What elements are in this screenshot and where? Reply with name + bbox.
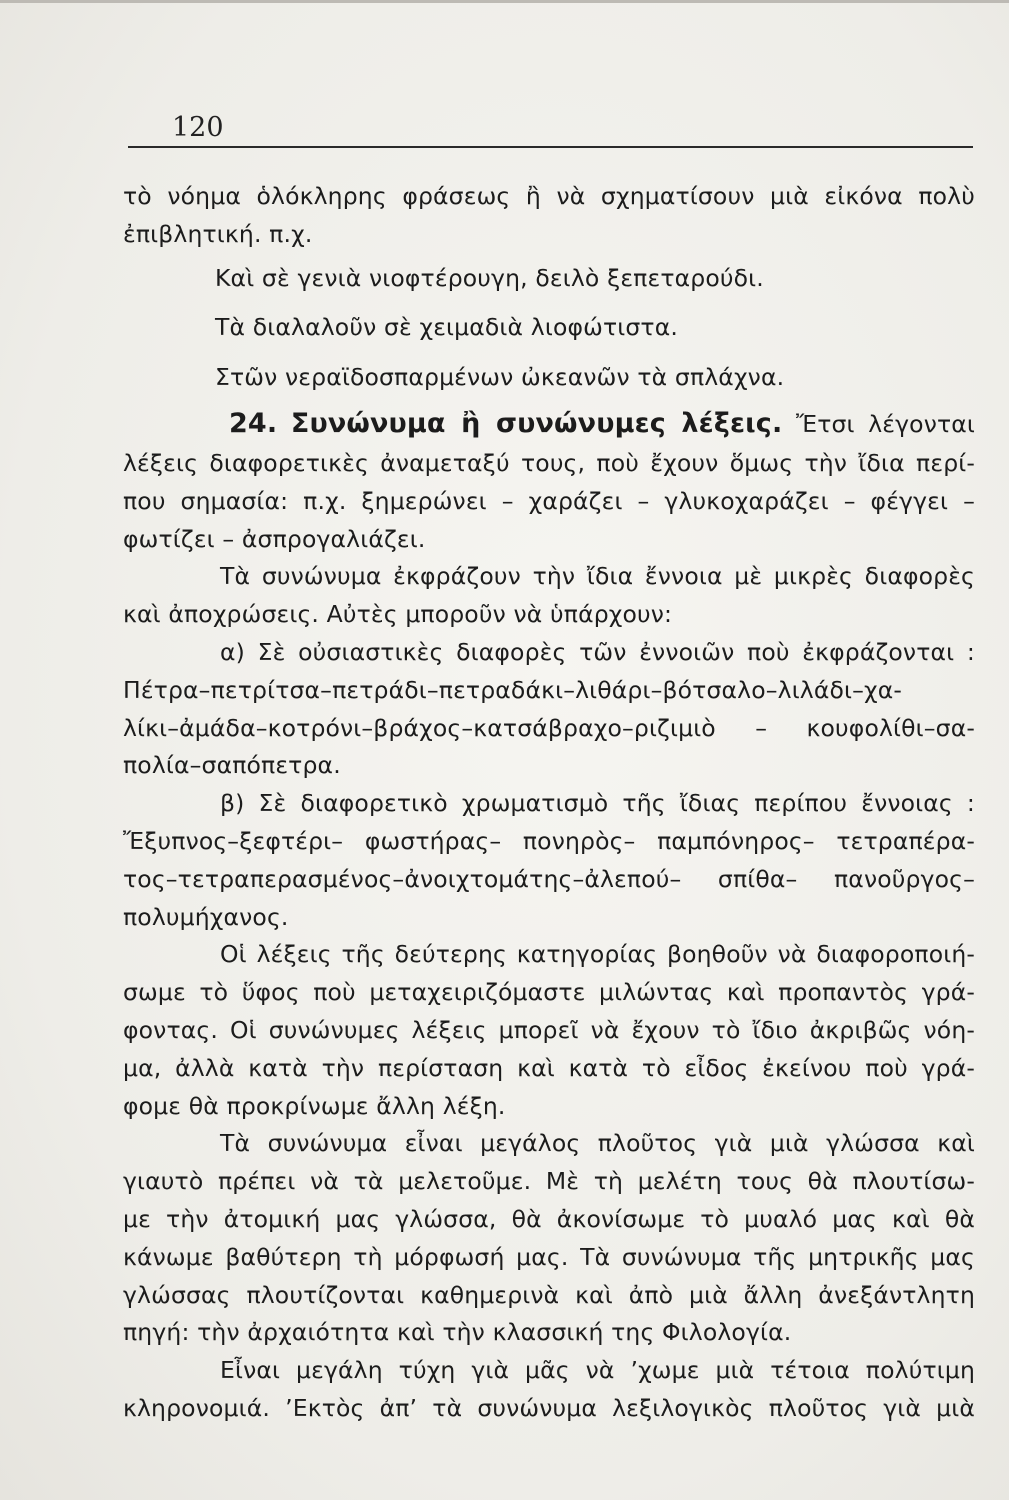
spacer [123,297,975,309]
page-top-edge [0,0,1009,3]
verse-line: Στῶν νεραϊδοσπαρμένων ὠκεανῶν τὰ σπλάχνα. [215,363,785,392]
verse-line: Τὰ διαλαλοῦν σὲ χειμαδιὰ λιοφώτιστα. [215,313,678,342]
text-line: τὸ νόημα ὁλόκληρης φράσεως ἢ νὰ σχηματίσουν μιὰ εἰκόνα πολὺ [123,182,975,210]
page-number: 120 [172,112,224,143]
text-line: που σημασία: π.χ. ξημερώνει – χαράζει – γλυκοχαράζει – φέγγει – [123,486,975,515]
text-line: γιαυτὸ πρέπει νὰ τὰ μελετοῦμε. Μὲ τὴ μελέτη τους θὰ πλουτίσω- [123,1167,975,1196]
text-line: φομε θὰ προκρίνωμε ἄλλη λέξη. [123,1091,506,1120]
text-line: πολία–σαπόπετρα. [123,751,341,780]
text-line: Εἶναι μεγάλη τύχη γιὰ μᾶς νὰ ’χωμε μιὰ τέτοια πολύτιμη [220,1356,975,1385]
text-line: κάνωμε βαθύτερη τὴ μόρφωσή μας. Τὰ συνώνυμα τῆς μητρικῆς μας [123,1242,975,1271]
text-line: φωτίζει – ἀσπρογαλιάζει. [123,524,426,553]
text-line: Ἔξυπνος–ξεφτέρι– φωστήρας– πονηρὸς– παμπόνηρος– τετραπέρα- [123,826,975,855]
text-line: λέξεις διαφορετικὲς ἀναμεταξύ τους, ποὺ ἔχουν ὅμως τὴν ἴδια περί- [123,448,975,477]
section-lead-text: Ἔτσι λέγονται [795,409,976,438]
text-line: γλώσσας πλουτίζονται καθημερινὰ καὶ ἀπὸ μιὰ ἄλλη ἀνεξάντλητη [123,1280,975,1309]
section-heading [123,403,975,445]
text-line: πολυμήχανος. [123,902,289,931]
text-line: Πέτρα–πετρίτσα–πετράδι–πετραδάκι–λιθάρι–βότσαλο–λιλάδι–χα- [123,675,903,704]
text-line: σωμε τὸ ὕφος ποὺ μεταχειριζόμαστε μιλώντας καὶ προπαντὸς γρά- [123,978,975,1007]
section-number: 24. [229,407,278,439]
text-line: καὶ ἀποχρώσεις. Αὐτὲς μποροῦν νὰ ὑπάρχουν: [123,600,673,629]
text-line: Τὰ συνώνυμα ἐκφράζουν τὴν ἴδια ἔννοια μὲ μικρὲς διαφορὲς [220,562,975,591]
text-line: με τὴν ἀτομική μας γλώσσα, θὰ ἀκονίσωμε τὸ μυαλό μας καὶ θὰ [123,1204,975,1233]
page-body [123,178,975,1428]
text-line: Τὰ συνώνυμα εἶναι μεγάλος πλοῦτος γιὰ μιὰ γλώσσα καὶ [220,1129,975,1158]
text-line: ἐπιβλητική. π.χ. [123,219,313,248]
spacer [123,347,975,359]
text-line: πηγή: τὴν ἀρχαιότητα καὶ τὴν κλασσική της Φιλολογία. [123,1318,792,1347]
list-item-a: α) Σὲ οὐσιαστικὲς διαφορὲς τῶν ἐννοιῶν ποὺ ἐκφράζονται : [220,637,975,666]
text-line: φοντας. Οἱ συνώνυμες λέξεις μπορεῖ νὰ ἔχουν τὸ ἴδιο ἀκριβῶς νόη- [123,1015,975,1044]
header-rule [128,146,973,148]
text-line: Οἱ λέξεις τῆς δεύτερης κατηγορίας βοηθοῦν νὰ διαφοροποιή- [220,940,975,969]
verse-line: Καὶ σὲ γενιὰ νιοφτέρουγη, δειλὸ ξεπεταρούδι. [215,263,764,292]
text-line: λίκι–ἀμάδα–κοτρόνι–βράχος–κατσάβραχο–ριζιμιὸ – κουφολίθι–σα- [123,713,975,742]
text-line: τος–τετραπερασμένος–ἀνοιχτομάτης–ἀλεπού– σπίθα– πανοῦργος– [123,864,975,893]
list-item-b: β) Σὲ διαφορετικὸ χρωματισμὸ τῆς ἴδιας περίπου ἔννοιας : [220,789,975,818]
section-title: Συνώνυμα ἢ συνώνυμες λέξεις. [290,407,783,439]
text-line: μα, ἀλλὰ κατὰ τὴν περίσταση καὶ κατὰ τὸ εἶδος ἐκείνου ποὺ γρά- [123,1053,975,1082]
text-line: κληρονομιά. ’Εκτὸς ἀπ’ τὰ συνώνυμα λεξιλογικὸς πλοῦτος γιὰ μιὰ [123,1393,975,1422]
